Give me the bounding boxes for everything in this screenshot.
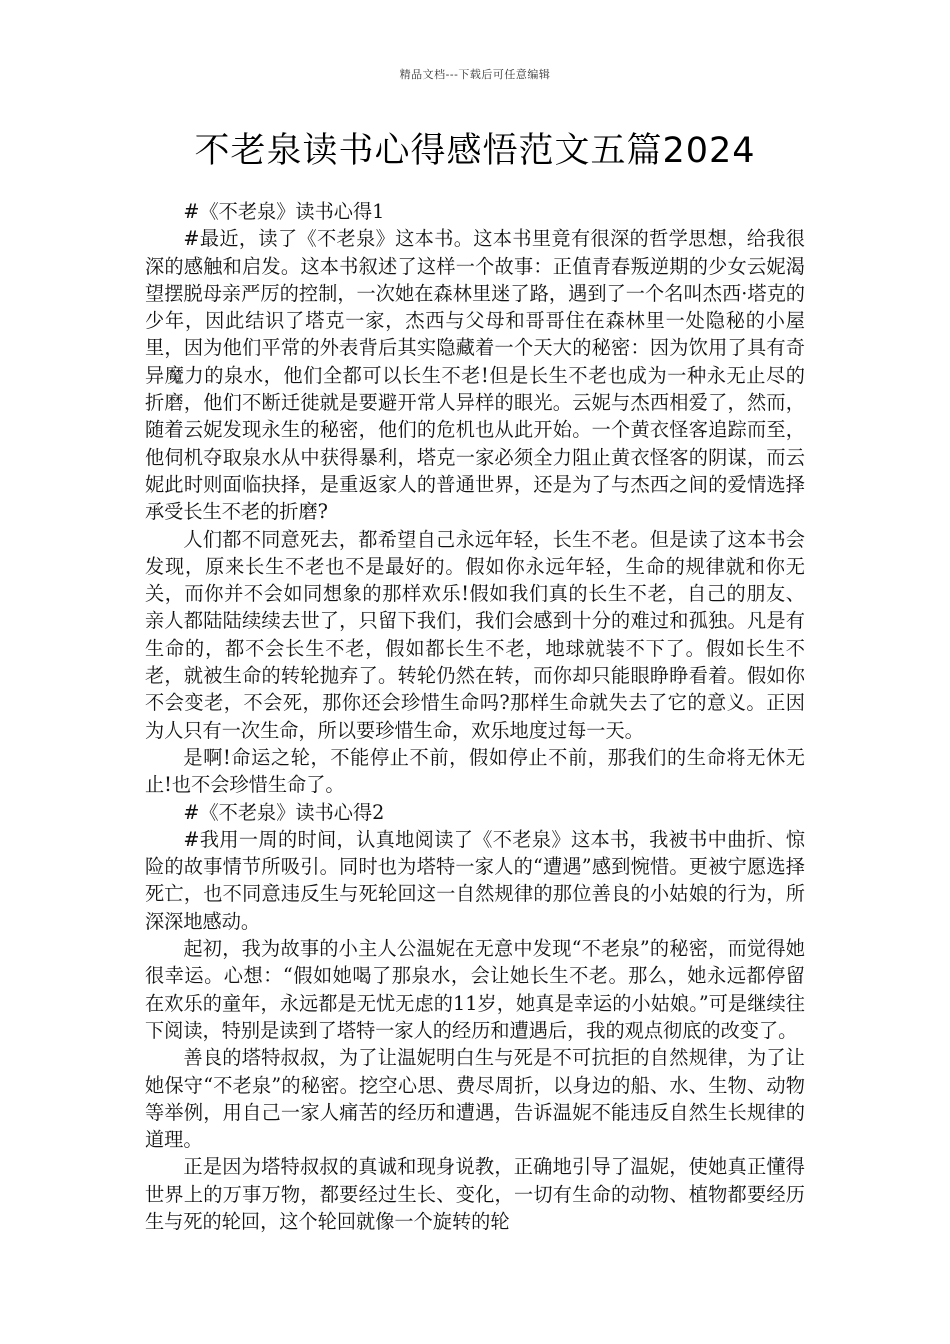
paragraph: 是啊!命运之轮，不能停止不前，假如停止不前，那我们的生命将无休无止!也不会珍惜生命了。 xyxy=(145,745,805,797)
paragraph: 善良的塔特叔叔，为了让温妮明白生与死是不可抗拒的自然规律，为了让她保守“不老泉”的秘密。挖空心思、费尽周折，以身边的船、水、生物、动物等举例，用自己一家人痛苦的经历和遭遇，告诉温妮不能违反自然生长规律的道理。 xyxy=(145,1046,805,1152)
paragraph: 起初，我为故事的小主人公温妮在无意中发现“不老泉”的秘密，而觉得她很幸运。心想：“假如她喝了那泉水，会让她长生不老。那么，她永远都停留在欢乐的童年，永远都是无忧无虑的11岁，她真是幸运的小姑娘。”可是继续往下阅读，特别是读到了塔特一家人的经历和遭遇后，我的观点彻底的改变了。 xyxy=(145,937,805,1042)
header-note: 精品文档---下载后可任意编辑 xyxy=(399,68,551,81)
section-heading-2: #《不老泉》读书心得2 xyxy=(183,800,385,824)
paragraph: 正是因为塔特叔叔的真诚和现身说教，正确地引导了温妮，使她真正懂得世界上的万事万物，都要经过生长、变化，一切有生命的动物、植物都要经历生与死的轮回，这个轮回就像一个旋转的轮 xyxy=(145,1155,805,1233)
page-title: 不老泉读书心得感悟范文五篇2024 xyxy=(194,131,756,171)
paragraph: #最近，读了《不老泉》这本书。这本书里竟有很深的哲学思想，给我很深的感触和启发。这本书叙述了这样一个故事：正值青春叛逆期的少女云妮渴望摆脱母亲严厉的控制，一次她在森林里迷了路，遇到了一个名叫杰西·塔克的少年，因此结识了塔克一家，杰西与父母和哥哥住在森林里一处隐秘的小屋里，因为他们平常的外表背后其实隐藏着一个天大的秘密：因为饮用了具有奇异魔力的泉水，他们全都可以长生不老!但是长生不老也成为一种永无止尽的折磨，他们不断迁徙就是要避开常人异样的眼光。云妮与杰西相爱了，然而，随着云妮发现永生的秘密，他们的危机也从此开始。一个黄衣怪客追踪而至，他伺机夺取泉水从中获得暴利，塔克一家必须全力阻止黄衣怪客的阴谋，而云妮此时则面临抉择，是重返家人的普通世界，还是为了与杰西之间的爱情选择承受长生不老的折磨? xyxy=(145,227,805,524)
section-heading-1: #《不老泉》读书心得1 xyxy=(183,200,385,223)
paragraph: #我用一周的时间，认真地阅读了《不老泉》这本书，我被书中曲折、惊险的故事情节所吸引。同时也为塔特一家人的“遭遇”感到惋惜。更被宁愿选择死亡，也不同意违反生与死轮回这一自然规律的那位善良的小姑娘的行为，所深深地感动。 xyxy=(145,827,805,933)
document-body xyxy=(145,198,805,1235)
paragraph: 人们都不同意死去，都希望自己永远年轻，长生不老。但是读了这本书会发现，原来长生不老也不是最好的。假如你永远年轻，生命的规律就和你无关，而你并不会如同想象的那样欢乐!假如我们真的长生不老，自己的朋友、亲人都陆陆续续去世了，只留下我们，我们会感到十分的难过和孤独。凡是有生命的，都不会长生不老，假如都长生不老，地球就装不下了。假如长生不老，就被生命的转轮抛弃了。转轮仍然在转，而你却只能眼睁睁看着。假如你不会变老，不会死，那你还会珍惜生命吗?那样生命就失去了它的意义。正因为人只有一次生命，所以要珍惜生命，欢乐地度过每一天。 xyxy=(145,527,805,742)
